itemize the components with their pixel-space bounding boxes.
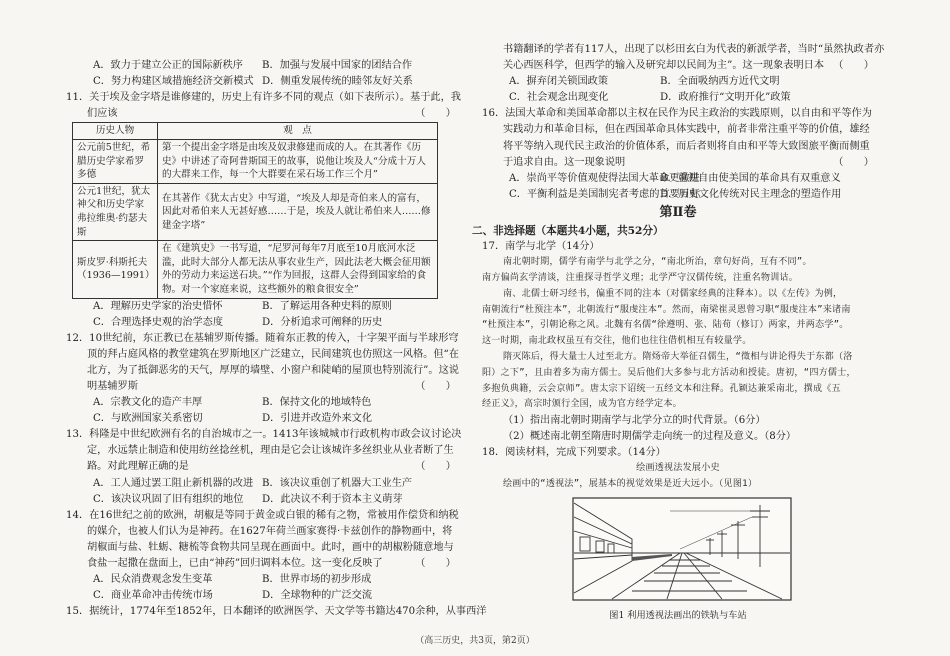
- q11-option-b: B．了解运用各种史料的原则: [262, 300, 392, 312]
- page-footer: （高三历史，共3页，第2页）: [415, 636, 535, 646]
- q17-line: “杜预注本”，引朝论称之风。北魏有名儒“徐遵明、张、陆荀（修订）两家，并两态学”。: [482, 320, 849, 331]
- table-cell-view: 在其著作《犹太古史》中写道，“埃及人却是奇伯来人的富有，因此对希伯来人无甚好感……于是，埃及人就让希伯来人……修建金字塔”: [158, 183, 438, 240]
- q14-options-row1: [66, 572, 456, 588]
- table-cell-person: 斯皮罗·科斯托夫（1936—1991）: [73, 241, 158, 298]
- q17-line: 南、北儒士研习经书，偏重不同的注本（对儒家经典的注释本）。以《左传》为例，: [503, 288, 843, 299]
- q17-material: [482, 255, 874, 413]
- q13-option-b: B．该决议重创了机器大工业生产: [262, 477, 413, 489]
- q17-line: 阳）之下”，且由着多为南方儒士。吴后他们大多参与北方活动和授徒。唐初，“四方儒士，: [482, 367, 856, 378]
- q17-subquestion-2: （2）概述南北朝至隋唐时期儒学走向统一的过程及意义。（8分）: [503, 431, 797, 443]
- q10-option-a: A．致力于建立公正的国际新秩序: [93, 60, 243, 71]
- table-cell-view: 在《建筑史》一书写道，“尼罗河每年7月底至10月底河水泛滥，此时大部分人都无法从事农业生产，因此法老大概会征用额外的劳动力来运送石块。”“作为回报，这群人会得到国家给的食物。对一个家庭来说，这些额外的粮食很安全”: [158, 241, 438, 298]
- q13-stem-line1: 13．科隆是中世纪欧洲有名的自治城市之一。1413年该城城市行政机构市政会议讨论决: [66, 429, 462, 441]
- q15-cont-line1: 书籍翻译的学者有117人，出现了以杉田玄白为代表的新派学者，当时“虽然执政者亦: [503, 44, 885, 55]
- q15-cont-line2: [482, 58, 874, 74]
- q14-stem-line4: [66, 556, 456, 572]
- table-row: [73, 183, 438, 240]
- q18-heading: 18．阅读材料，完成下列要求。（14分）: [482, 447, 666, 459]
- q16-option-c: C．平衡利益是美国制宪者考虑的首要目标: [509, 188, 701, 200]
- q13-answer-bracket: （ ）: [415, 461, 456, 473]
- q17-line: 多抱负典籍，云会京师”。唐太宗下诏统一五经文本和注释。孔颖达兼采南北，撰成《五: [482, 383, 841, 394]
- q13-stem-line2: 定，水远禁止制造和使用纺丝捻丝机，理由是它会让该城许多丝织业从业者断了生: [87, 445, 454, 457]
- q15-answer-bracket: （ ）: [833, 60, 874, 72]
- q16-options-row1: [482, 171, 874, 187]
- q14-stem-line3: 胡椒面与盐、牡蛎、糖梳等食物共同呈现在画面中。此时，画中的胡椒粉随意地与: [87, 541, 454, 553]
- left-column: [66, 58, 487, 620]
- q15-options-row2: [482, 90, 874, 106]
- q11-options-row2: [66, 315, 456, 331]
- q12-option-d: D．引进并改造外来文化: [262, 413, 373, 425]
- q11-option-c: C．合理选择史观的治学态度: [93, 316, 224, 328]
- q14-stem-line1: 14．在16世纪之前的欧洲，胡椒是等同于黄金或白银的稀有之物，常被用作偿贷和纳税: [66, 509, 459, 521]
- q15-stem-line1: 15．据统计，1774年至1852年，日本翻译的欧洲医学、天文学等书籍达470余种，从事西洋: [66, 606, 487, 618]
- q17-line: 这一时期，南北政权虽互有交往，他们也往往借机相互有较量学。: [482, 336, 752, 347]
- table-header-person: 历史人物: [73, 123, 158, 140]
- q10-option-b: B．加强与发展中国家的团结合作: [262, 60, 413, 71]
- table-cell-person: 公元1世纪，犹太神父和历史学家弗拉维奥·约瑟夫斯: [73, 183, 158, 240]
- q18-material-text: 绘画中的“透视法”，展基本的视觉效果是近大远小。（见图1）: [503, 479, 758, 490]
- q16-stem-line1: 16．法国大革命和美国革命都以主权在民作为民主政治的实践原则，以自由和平等作为: [482, 108, 872, 120]
- q15-option-c: C．社会观念出现变化: [509, 92, 609, 104]
- q10-options-row2: [66, 74, 456, 90]
- table-header-view: 观 点: [158, 123, 438, 140]
- q12-stem-line4: [66, 379, 456, 395]
- q16-stem-line4: [482, 155, 874, 171]
- figure-caption: 图1 利用透视法画出的铁轨与车站: [609, 610, 747, 622]
- q16-option-b: B．重视自由使美国的革命具有双重意义: [660, 172, 841, 184]
- q12-stem-line1: 12．10世纪前，东正教已在基辅罗斯传播。随着东正教的传入，十字架平面与半球形穹: [66, 332, 459, 344]
- q16-answer-bracket: （ ）: [833, 156, 874, 168]
- q15-option-a: A．摒弃闭关锁国政策: [509, 76, 609, 88]
- table-header-row: [73, 123, 438, 140]
- part2-title: 第Ⅱ卷: [659, 204, 697, 220]
- q11-option-d: D．分析追求可阐释的历史: [262, 316, 383, 328]
- q16-stem-line2: 实践动力和革命目标，但在西国革命具体实践中，前者非常注重平等的价值，雄经: [503, 124, 870, 136]
- q11-stem-line1: 11．关于埃及金字塔是谁修建的，历史上有许多不同的观点（如下表所示）。基于此，我: [66, 92, 461, 104]
- section-heading: 二、非选择题（本题共4小题，共52分）: [472, 224, 664, 237]
- q11-option-a: A．理解历史学家的治史惜怀: [93, 300, 223, 312]
- q17-heading: 17．南学与北学（14分）: [482, 241, 600, 253]
- q17-line: 隋灭陈后，得大量士人过至北方。隋炀帝大举征召儒生，“徵相与讲论得失于东都（洛: [503, 351, 853, 362]
- q14-answer-bracket: （ ）: [415, 558, 456, 569]
- q14-option-a: A．民众消费观念发生变革: [93, 574, 213, 586]
- q11-answer-bracket: （ ）: [415, 108, 456, 120]
- table-cell-view: 第一个提出金字塔是由埃及奴隶修建而成的人。在其著作《历史》中讲述了奇阿普斯国王的故事，说他让埃及人“分成十万人的大群来工作，每一个大群要在采石场工作三个月”: [158, 139, 438, 183]
- q17-line: 南方偏尚玄学清谈，注重探寻哲学义理；北学严守汉儒传统，注重名物训诂。: [482, 272, 798, 283]
- q12-options-row2: [66, 411, 456, 427]
- q18-material-title: 绘画透视法发展小史: [636, 463, 720, 474]
- q17-line: 南朝流行“杜预注本”，北朝流行“服虔注本”。然而，南梁崔灵恩曾习职“服虔注本”来诸南: [482, 304, 851, 315]
- q15-cont-text: 关心西医科学，但西学的输入及研究却以民间为主”。这一现象表明日本: [503, 60, 825, 72]
- q10-options-row1: [66, 58, 456, 74]
- q17-subquestion-1: （1）指出南北朝时期南学与北学分立的时代背景。（6分）: [503, 415, 766, 427]
- q12-option-c: C．与欧洲国家关系密切: [93, 413, 203, 425]
- q12-option-a: A．宗教文化的造产丰厚: [93, 397, 203, 409]
- table-row: [73, 241, 438, 298]
- q14-options-row2: [66, 588, 456, 604]
- q10-option-d: D．侧重发展传统的睦邻友好关系: [262, 76, 413, 88]
- q16-options-row2: [482, 187, 874, 203]
- q14-stem-line2: 的媒介，也被人们认为是神药。在1627年荷兰画家赛得·卡兹创作的静物画中，将: [87, 525, 453, 537]
- q14-option-b: B．世界市场的初步形成: [262, 574, 372, 586]
- q12-option-b: B．保持文化的地域特色: [262, 397, 372, 409]
- q15-option-d: D．政府推行“文明开化”政策: [660, 92, 791, 104]
- q16-stem-text: 于追求自由。这一现象说明: [503, 156, 626, 168]
- q15-options-row1: [482, 74, 874, 90]
- q17-line: 经正义》，高宗时颁行全国，成为官方经学定本。: [482, 399, 682, 410]
- q13-stem-text: 路。对此理解正确的是: [87, 461, 189, 473]
- perspective-railway-figure: [572, 497, 792, 601]
- q11-options-row1: [66, 299, 456, 315]
- q11-stem-line2: [66, 106, 456, 122]
- column-divider: [468, 60, 469, 620]
- q12-options-row1: [66, 395, 456, 411]
- q16-option-d: D．历史文化传统对民主理念的塑造作用: [660, 188, 842, 200]
- q12-stem-line3: 北方，为了抵御恶劣的天气，厚厚的墙壁、小窗户和陡峭的屋顶也特别流行”。这说: [87, 364, 459, 376]
- q13-option-a: A．工人通过罢工阻止新机器的改进: [93, 477, 254, 489]
- q13-options-row2: [66, 492, 456, 508]
- table-cell-person: 公元前5世纪，希腊历史学家希罗多德: [73, 139, 158, 183]
- q11-stem-text: 们应该: [87, 108, 118, 120]
- q14-option-d: D．全球物种的广泛交流: [262, 590, 373, 602]
- figure-frame: [573, 498, 791, 600]
- q14-option-c: C．商业革命冲击传统市场: [93, 590, 213, 602]
- q16-option-a: A．崇尚平等价值观使得法国大革命更激进: [509, 172, 700, 184]
- historians-table: [72, 122, 438, 298]
- q16-stem-line3: 将平等纳入现代民主政治的价值体系，而后者则将自由和平等大致图旅平衡而侧重: [503, 140, 870, 152]
- q13-stem-line3: [66, 459, 456, 475]
- q13-option-d: D．此决议不利于资本主义萌芽: [262, 493, 403, 505]
- q12-stem-line2: 顶的拜占庭风格的教堂建筑在罗斯地区广泛建立，民间建筑也仿照这一风格。但“在: [87, 348, 459, 360]
- q13-options-row1: [66, 476, 456, 492]
- q15-option-b: B．全面吸纳西方近代文明: [660, 76, 780, 88]
- q12-answer-bracket: （ ）: [415, 380, 456, 392]
- q12-stem-text: 明基辅罗斯: [87, 380, 138, 392]
- q13-option-c: C．该决议巩固了旧有组织的地位: [93, 493, 244, 505]
- q10-option-c: C．努力构建区域措施经济交新模式: [93, 76, 254, 88]
- q17-line: 南北朝时期，儒学有南学与北学之分，“南北所治，章句好尚，互有不同”。: [503, 257, 812, 268]
- q14-stem-text: 食盐一起撒在盘面上，已由“神药”回归调料本位。这一变化反映了: [87, 558, 383, 569]
- table-row: [73, 139, 438, 183]
- right-column: [472, 42, 885, 624]
